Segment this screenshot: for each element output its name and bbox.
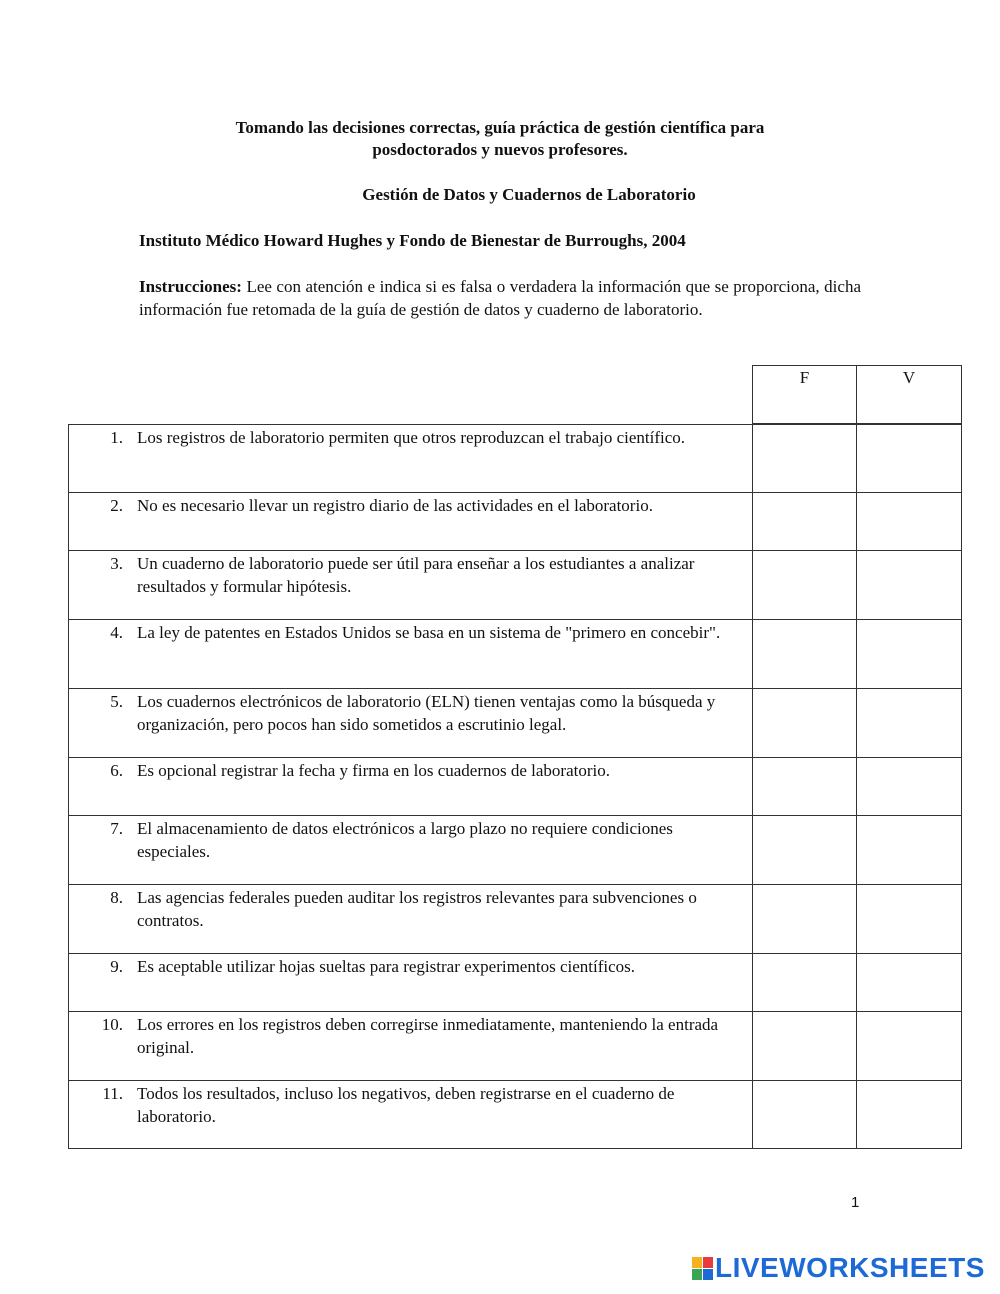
answer-cell-f[interactable] [752, 550, 857, 620]
answer-cell-v[interactable] [856, 757, 962, 816]
answer-cell-v[interactable] [856, 884, 962, 954]
question-number: 5. [110, 692, 123, 711]
answer-cell-f[interactable] [752, 1080, 857, 1149]
answer-cell-v[interactable] [856, 619, 962, 689]
question-text: Los errores en los registros deben corregirse inmediatamente, manteniendo la entrada original. [137, 1015, 719, 1057]
instructions-text: Lee con atención e indica si es falsa o verdadera la información que se proporciona, dicha información fue retomada de la guía de gestión de datos y cuaderno de laboratorio. [139, 277, 861, 319]
document-subtitle: Gestión de Datos y Cuadernos de Laboratorio [362, 185, 696, 204]
answer-cell-v[interactable] [856, 1011, 962, 1081]
column-v-label: V [902, 368, 916, 387]
brand-name: LIVEWORKSHEETS [715, 1252, 985, 1283]
answer-cell-f[interactable] [752, 424, 857, 493]
question-text: Todos los resultados, incluso los negativos, deben registrarse en el cuaderno de laboratorio. [137, 1084, 675, 1126]
institute-line: Instituto Médico Howard Hughes y Fondo de Bienestar de Burroughs, 2004 [139, 231, 686, 250]
title-line-2: posdoctorados y nuevos profesores. [372, 140, 628, 159]
answer-cell-v[interactable] [856, 424, 962, 493]
answer-cell-f[interactable] [752, 815, 857, 885]
question-number: 4. [110, 623, 123, 642]
question-number: 10. [101, 1015, 123, 1034]
question-text: Los cuadernos electrónicos de laboratorio (ELN) tienen ventajas como la búsqueda y organización, pero pocos han sido sometidos a escrutinio legal. [137, 692, 716, 734]
answer-cell-v[interactable] [856, 815, 962, 885]
question-number: 7. [110, 819, 123, 838]
answer-cell-v[interactable] [856, 688, 962, 758]
answer-cell-v[interactable] [856, 953, 962, 1012]
answer-cell-f[interactable] [752, 688, 857, 758]
document-title [0, 117, 1000, 161]
answer-cell-v[interactable] [856, 1080, 962, 1149]
title-line-1: Tomando las decisiones correctas, guía práctica de gestión científica para [235, 118, 765, 137]
answer-cell-v[interactable] [856, 492, 962, 551]
liveworksheets-logo-icon [692, 1257, 712, 1279]
question-text: Un cuaderno de laboratorio puede ser útil para enseñar a los estudiantes a analizar resultados y formular hipótesis. [137, 554, 695, 596]
answer-cell-f[interactable] [752, 757, 857, 816]
instructions-label: Instrucciones: [139, 277, 242, 296]
question-text: Es opcional registrar la fecha y firma en los cuadernos de laboratorio. [137, 761, 610, 780]
question-text: El almacenamiento de datos electrónicos a largo plazo no requiere condiciones especiales. [137, 819, 673, 861]
answer-cell-f[interactable] [752, 884, 857, 954]
question-text: Las agencias federales pueden auditar los registros relevantes para subvenciones o contratos. [137, 888, 697, 930]
question-number: 8. [110, 888, 123, 907]
brand-logo [692, 1251, 985, 1285]
question-number: 3. [110, 554, 123, 573]
answer-cell-v[interactable] [856, 550, 962, 620]
answer-cell-f[interactable] [752, 619, 857, 689]
page-number: 1 [851, 1194, 860, 1211]
question-text: No es necesario llevar un registro diario de las actividades en el laboratorio. [137, 496, 653, 515]
question-text: Es aceptable utilizar hojas sueltas para registrar experimentos científicos. [137, 957, 635, 976]
question-number: 9. [110, 957, 123, 976]
question-text: Los registros de laboratorio permiten que otros reproduzcan el trabajo científico. [137, 428, 686, 447]
answer-cell-f[interactable] [752, 492, 857, 551]
question-text: La ley de patentes en Estados Unidos se basa en un sistema de "primero en concebir". [137, 623, 721, 642]
question-number: 6. [110, 761, 123, 780]
instructions-paragraph [139, 275, 861, 321]
question-number: 11. [102, 1084, 123, 1103]
column-f-label: F [799, 368, 810, 387]
answer-cell-f[interactable] [752, 1011, 857, 1081]
answer-cell-f[interactable] [752, 953, 857, 1012]
question-number: 1. [110, 428, 123, 447]
question-number: 2. [110, 496, 123, 515]
